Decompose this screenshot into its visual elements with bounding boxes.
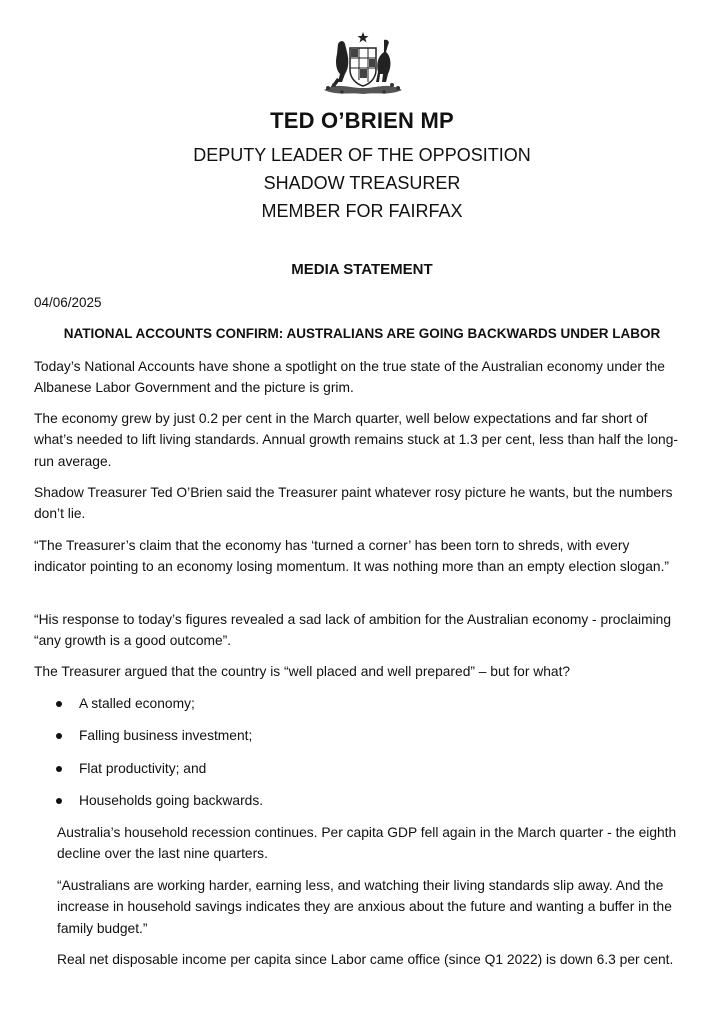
statement-date: 04/06/2025 bbox=[34, 295, 102, 310]
body-paragraph: Real net disposable income per capita since Labor came office (since Q1 2022) is down 6.3 per cent. bbox=[57, 952, 674, 967]
body-paragraph: “Australians are working harder, earning less, and watching their living standards slip away. And the increase in household savings indicates they are anxious about the future and wanting a buffer in the family budget.” bbox=[57, 878, 672, 936]
bullet-dot-icon bbox=[56, 798, 62, 804]
bullet-dot-icon bbox=[56, 766, 62, 772]
coat-of-arms-icon bbox=[318, 30, 408, 98]
body-paragraph: Today’s National Accounts have shone a spotlight on the true state of the Australian economy under the Albanese Labor Government and the picture is grim. bbox=[34, 359, 665, 396]
body-paragraph: “The Treasurer’s claim that the economy has ‘turned a corner’ has been torn to shreds, with every indicator pointing to an economy losing momentum. It was nothing more than an empty election slogan.” bbox=[34, 538, 670, 575]
member-name: TED O’BRIEN MP bbox=[270, 108, 454, 133]
body-paragraph: The Treasurer argued that the country is “well placed and well prepared” – but for what? bbox=[34, 664, 571, 679]
bullet-text: Households going backwards. bbox=[79, 793, 264, 808]
statement-headline: NATIONAL ACCOUNTS CONFIRM: AUSTRALIANS ARE GOING BACKWARDS UNDER LABOR bbox=[63, 326, 661, 341]
body-paragraph: Shadow Treasurer Ted O’Brien said the Treasurer paint whatever rosy picture he wants, but the numbers don’t lie. bbox=[34, 485, 673, 522]
bullet-text: A stalled economy; bbox=[79, 696, 195, 711]
statement-label: MEDIA STATEMENT bbox=[291, 261, 433, 278]
role-member-for: MEMBER FOR FAIRFAX bbox=[261, 201, 463, 221]
body-paragraph: “His response to today’s figures revealed a sad lack of ambition for the Australian economy - proclaiming “any growth is a good outcome”. bbox=[34, 612, 672, 649]
bullet-text: Falling business investment; bbox=[79, 728, 253, 743]
body-paragraph: The economy grew by just 0.2 per cent in the March quarter, well below expectations and far short of what’s needed to lift living standards. Annual growth remains stuck at 1.3 per cent, less than half the long-run average. bbox=[34, 411, 678, 469]
body-paragraph: Australia’s household recession continues. Per capita GDP fell again in the March quarter - the eighth decline over the last nine quarters. bbox=[57, 825, 677, 862]
role-deputy-leader: DEPUTY LEADER OF THE OPPOSITION bbox=[193, 145, 531, 165]
bullet-dot-icon bbox=[56, 733, 62, 739]
bullet-dot-icon bbox=[56, 701, 62, 707]
role-shadow-treasurer: SHADOW TREASURER bbox=[263, 173, 461, 193]
bullet-text: Flat productivity; and bbox=[79, 761, 207, 776]
